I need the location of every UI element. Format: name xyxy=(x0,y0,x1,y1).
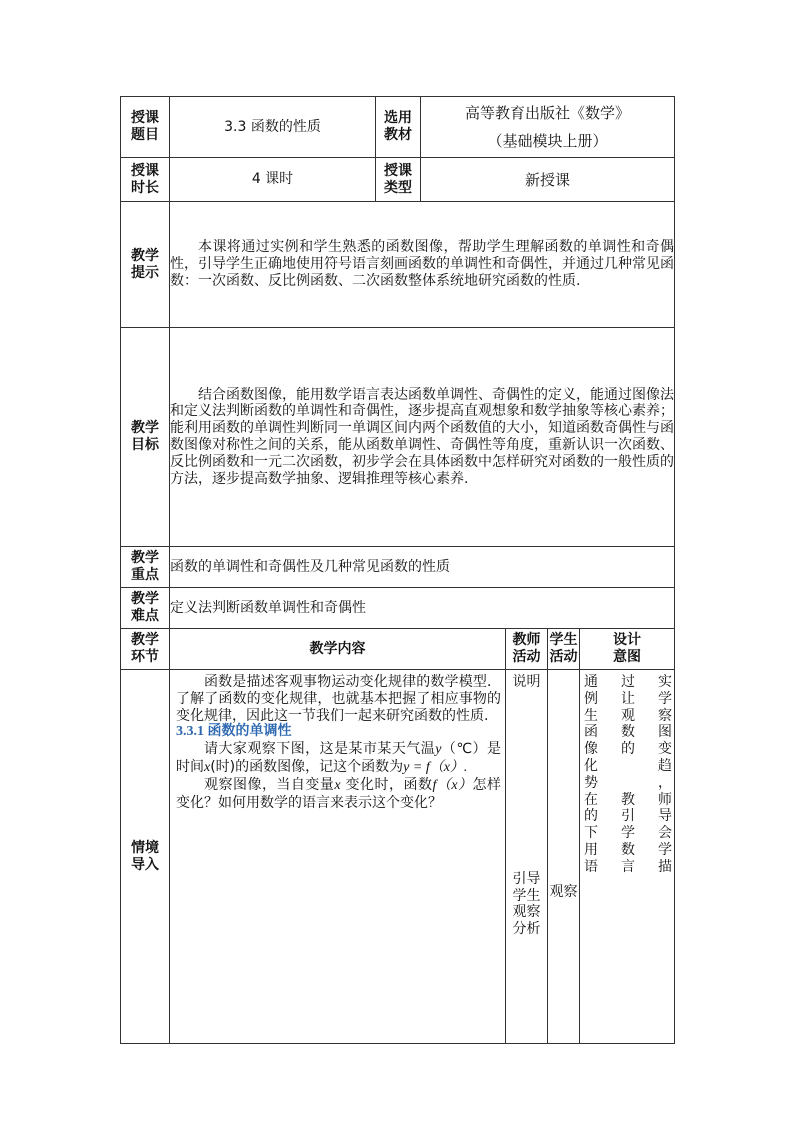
row-goals xyxy=(121,328,675,547)
col-content-header: 教学内容 xyxy=(170,629,506,670)
difficulties-text: 定义法判断函数单调性和奇偶性 xyxy=(170,588,675,629)
design-intent: 通过实 例让学 生观察 函数图 像的变 化趋 势， 在教师 的引导 下学会 用数学 语言描 xyxy=(580,670,675,1044)
col-design-header: 设计 意图 xyxy=(580,629,675,670)
col-stage-header: 教学 环节 xyxy=(121,629,170,670)
student-activity-observe: 观察 xyxy=(549,884,578,900)
row-tips xyxy=(121,202,675,328)
var-x: x xyxy=(204,759,211,775)
function-equation: y = f（x）. xyxy=(403,759,468,775)
type-label: 授课 类型 xyxy=(376,158,421,202)
goals-text: 结合函数图像，能用数学语言表达函数单调性、奇偶性的定义，能通过图像法和定义法判断函数的单调性和奇偶性，逐步提高直观想象和数学抽象等核心素养；能利用函数的单调性判断同一单调区间内两个函数值的大小，知道函数奇偶性与函数图像对称性之间的关系，能从函数单调性、奇偶性等角度，重新认识一次函数、反比例函数和一元二次函数，初步学会在具体函数中怎样研究对函数的一般性质的方法，逐步提高数学抽象、逻辑推理等核心素养. xyxy=(170,328,675,547)
question-paragraph: 观察图像，当自变量x 变化时，函数f（x）怎样变化？如何用数学的语言来表示这个变化？ xyxy=(176,776,502,811)
teacher-activity-explain: 说明 xyxy=(512,674,541,690)
row-situation-intro xyxy=(121,670,675,1044)
textbook-line2: （基础模块上册） xyxy=(487,132,608,150)
function-fx: f（x） xyxy=(432,777,473,793)
row-column-headers xyxy=(121,629,675,670)
topic-value: 3.3 函数的性质 xyxy=(170,97,376,158)
textbook-label: 选用 教材 xyxy=(376,97,421,158)
col-teacher-header: 教师 活动 xyxy=(506,629,548,670)
type-value: 新授课 xyxy=(421,158,675,202)
teaching-content xyxy=(170,670,506,1044)
textbook-line1: 高等教育出版社《数学》 xyxy=(465,104,631,122)
tips-text: 本课将通过实例和学生熟悉的函数图像，帮助学生理解函数的单调性和奇偶性，引导学生正确地使用符号语言刻画函数的单调性和奇偶性，并通过几种常见函数：一次函数、反比例函数、二次函数整体系统地研究函数的性质. xyxy=(170,202,675,328)
row-difficulties xyxy=(121,588,675,629)
student-activity xyxy=(548,670,580,1044)
row-topic xyxy=(121,97,675,158)
observe-paragraph: 请大家观察下图，这是某市某天气温y（℃）是时间x(时)的函数图像，记这个函数为y = f（x）. xyxy=(176,741,502,775)
topic-label: 授课 题目 xyxy=(121,97,170,158)
subsection-heading: 3.3.1 函数的单调性 xyxy=(176,724,292,740)
teacher-activity: 说明 引导 学生 观察 分析 xyxy=(506,670,548,1044)
key-points-text: 函数的单调性和奇偶性及几种常见函数的性质 xyxy=(170,547,675,588)
intro-paragraph: 函数是描述客观事物运动变化规律的数学模型．了解了函数的变化规律，也就基本把握了相应事物的变化规律，因此这一节我们一起来研究函数的性质. xyxy=(176,674,501,724)
var-x-2: x xyxy=(334,777,341,793)
lesson-plan-table xyxy=(120,96,675,1044)
row-key-points xyxy=(121,547,675,588)
key-points-label: 教学 重点 xyxy=(121,547,170,588)
textbook-value xyxy=(421,97,675,158)
tips-label: 教学 提示 xyxy=(121,202,170,328)
col-student-header: 学生 活动 xyxy=(548,629,580,670)
var-y: y xyxy=(435,742,442,758)
row-duration xyxy=(121,158,675,202)
duration-label: 授课 时长 xyxy=(121,158,170,202)
goals-label: 教学 目标 xyxy=(121,328,170,547)
stage-label: 情境 导入 xyxy=(121,670,170,1044)
difficulties-label: 教学 难点 xyxy=(121,588,170,629)
duration-value: 4 课时 xyxy=(170,158,376,202)
